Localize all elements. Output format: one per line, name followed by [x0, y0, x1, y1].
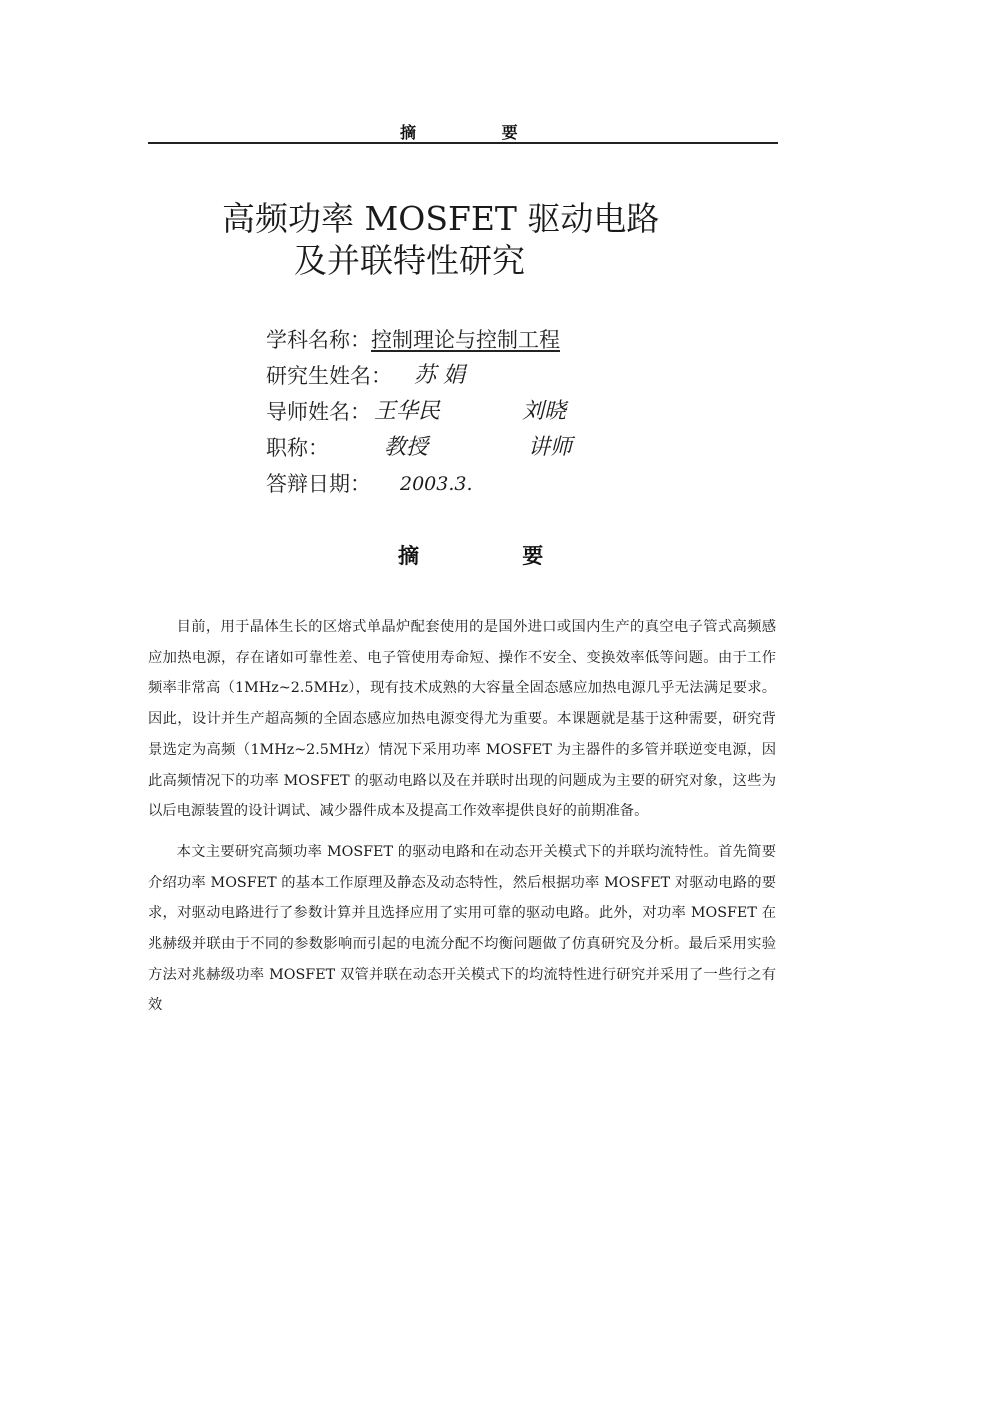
thesis-info-block	[266, 322, 573, 502]
academic-title-handwritten-1: 教授	[384, 435, 429, 460]
defense-date-label: 答辩日期：	[266, 472, 371, 496]
page-header-label: 摘 要	[400, 123, 558, 142]
advisor-name-handwritten-1: 王华民	[374, 399, 441, 424]
student-row	[266, 358, 560, 394]
defense-date-row	[266, 466, 560, 502]
subject-row	[266, 322, 560, 358]
advisor-label: 导师姓名：	[266, 400, 371, 424]
abstract-paragraph: 目前，用于晶体生长的区熔式单晶炉配套使用的是国外进口或国内生产的真空电子管式高频感应加热电源，存在诸如可靠性差、电子管使用寿命短、操作不安全、变换效率低等问题。由于工作频率非常高（1MHz~2.5MHz），现有技术成熟的大容量全固态感应加热电源几乎无法满足要求。因此，设计并生产超高频的全固态感应加热电源变得尤为重要。本课题就是基于这种需要，研究背景选定为高频（1MHz~2.5MHz）情况下采用功率 MOSFET 为主器件的多管并联逆变电源，因此高频情况下的功率 MOSFET 的驱动电路以及在并联时出现的问题成为主要的研究对象，这些为以后电源装置的设计调试、减少器件成本及提高工作效率提供良好的前期准备。	[148, 619, 776, 820]
academic-title-handwritten-2: 讲师	[528, 435, 573, 460]
defense-date-handwritten: 2003.3.	[400, 473, 473, 495]
student-label: 研究生姓名：	[266, 364, 392, 388]
abstract-heading: 摘 要	[398, 543, 592, 568]
thesis-title-line-1: 高频功率 MOSFET 驱动电路	[222, 199, 660, 238]
subject-label: 学科名称：	[266, 328, 371, 352]
student-name-handwritten: 苏 娟	[414, 363, 465, 388]
subject-value: 控制理论与控制工程	[371, 328, 560, 352]
advisor-name-handwritten-2: 刘晓	[522, 399, 567, 424]
thesis-title	[222, 198, 742, 282]
abstract-paragraph: 本文主要研究高频功率 MOSFET 的驱动电路和在动态开关模式下的并联均流特性。首先简要介绍功率 MOSFET 的基本工作原理及静态及动态特性，然后根据功率 MOSFET 对驱动电路的要求，对驱动电路进行了参数计算并且选择应用了实用可靠的驱动电路。此外，对功率 MOSFET 在兆赫级并联由于不同的参数影响而引起的电流分配不均衡问题做了仿真研究及分析。最后采用实验方法对兆赫级功率 MOSFET 双管并联在动态开关模式下的均流特性进行研究并采用了一些行之有效	[148, 843, 776, 1014]
abstract-body	[148, 612, 776, 1031]
thesis-title-line-2: 及并联特性研究	[294, 241, 525, 280]
academic-title-label: 职称：	[266, 436, 329, 460]
header-divider	[148, 142, 778, 144]
advisor-row	[266, 394, 567, 430]
academic-title-row	[266, 430, 573, 466]
